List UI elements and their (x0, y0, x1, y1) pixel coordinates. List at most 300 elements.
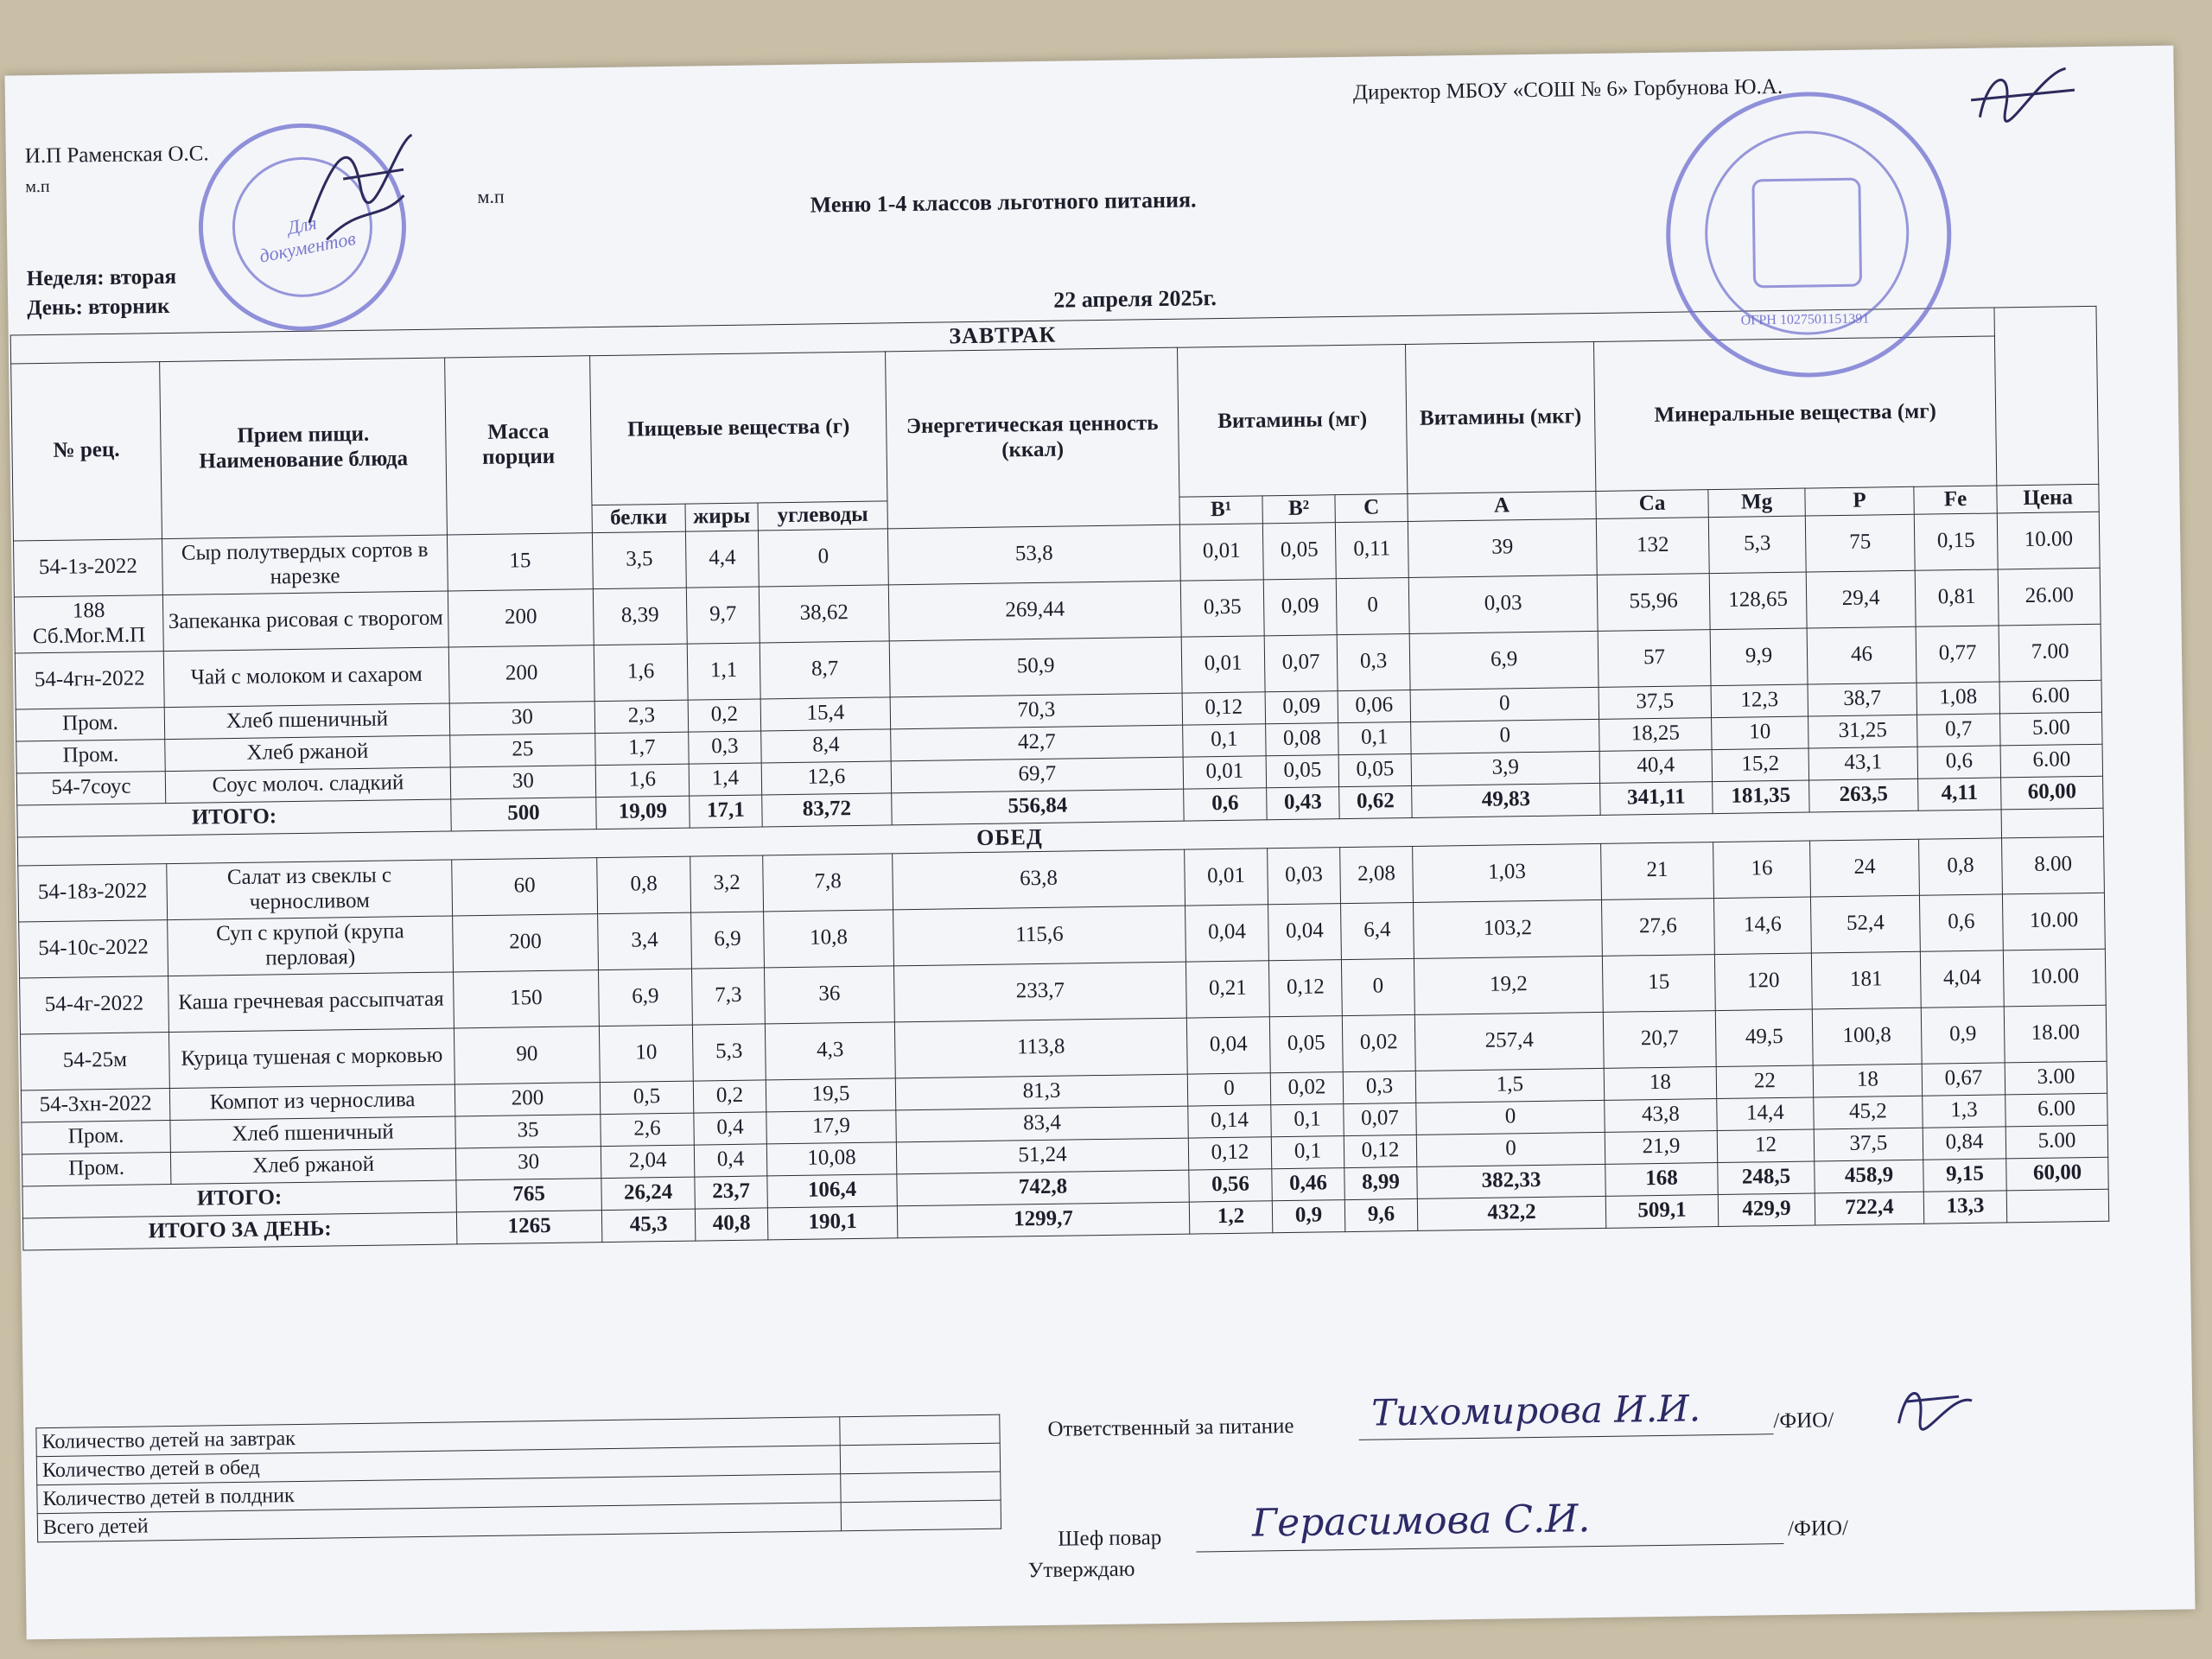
dish-name: Сыр полутвердых сортов в нарезке (162, 535, 448, 595)
cell-b2: 0,03 (1268, 847, 1341, 904)
cell-kcal: 81,3 (895, 1074, 1187, 1110)
responsible-signature-line (1359, 1433, 1774, 1440)
cell-fe: 0,7 (1917, 714, 2001, 747)
section-price-spacer (2001, 808, 2103, 838)
total-label: ИТОГО: (17, 799, 451, 837)
cell-ca: 21 (1601, 842, 1714, 899)
cell-kcal: 269,44 (888, 581, 1181, 641)
cell-kcal: 69,7 (891, 757, 1183, 793)
day-total-fe: 13,3 (1923, 1190, 2007, 1223)
cell-a: 0 (1411, 719, 1599, 753)
total-b: 26,24 (601, 1177, 696, 1211)
cell-a: 103,2 (1413, 899, 1602, 958)
cell-u: 8,4 (761, 729, 892, 763)
left-stamp-text: Для документов (257, 212, 358, 267)
cell-f: 5,3 (692, 1023, 766, 1080)
cell-fe: 0,15 (1914, 513, 1998, 570)
cell-price: 5.00 (2005, 1125, 2108, 1159)
cell-b1: 0,14 (1188, 1104, 1272, 1137)
cell-price: 7.00 (1999, 624, 2101, 682)
count-value-field[interactable] (840, 1443, 1000, 1474)
total-b2: 0,46 (1272, 1167, 1345, 1200)
cell-kcal: 53,8 (887, 524, 1180, 585)
cell-price: 10.00 (2003, 893, 2106, 950)
count-label: Количество детей в полдник (37, 1474, 841, 1514)
cell-price: 8.00 (2002, 836, 2105, 894)
total-p: 263,5 (1809, 779, 1919, 812)
cell-b1: 0,35 (1180, 579, 1264, 636)
cell-price: 26.00 (1998, 568, 2101, 626)
cell-price: 18.00 (2004, 1005, 2107, 1063)
director-line: Директор МБОУ «СОШ № 6» Горбунова Ю.А. (1352, 74, 1783, 105)
cell-f: 0,4 (694, 1111, 767, 1144)
cell-kcal: 233,7 (893, 962, 1186, 1022)
cell-f: 0,3 (689, 731, 762, 764)
count-label: Количество детей на завтрак (36, 1417, 840, 1457)
cell-p: 52,4 (1810, 895, 1920, 953)
cell-fe: 1,08 (1916, 682, 2000, 715)
cell-b1: 0,21 (1185, 960, 1269, 1017)
cell-b1: 0,01 (1179, 523, 1263, 580)
day-total-ca: 509,1 (1605, 1194, 1719, 1228)
cell-b2: 0,05 (1266, 754, 1339, 787)
cell-b: 0,5 (600, 1081, 694, 1115)
col-mass-header: Масса порции (445, 356, 593, 535)
cell-p: 46 (1807, 626, 1916, 684)
responsible-signature: Тихомирова И.И. (1370, 1387, 1701, 1434)
cell-b1: 0,01 (1185, 848, 1268, 905)
cell-mass: 200 (454, 1082, 601, 1116)
left-signature (290, 118, 430, 257)
cell-p: 45,2 (1814, 1096, 1923, 1129)
dish-name: Салат из свеклы с черносливом (167, 860, 453, 920)
col-c-header: C (1335, 493, 1408, 522)
cell-f: 4,4 (685, 531, 759, 588)
cell-ca: 15 (1602, 954, 1715, 1012)
cell-c: 0,3 (1337, 633, 1410, 690)
total-ca: 341,11 (1600, 781, 1713, 815)
cell-price: 10.00 (2003, 949, 2106, 1007)
cell-a: 6,9 (1409, 631, 1599, 690)
cell-mg: 5,3 (1708, 516, 1806, 574)
cell-fe: 0,6 (1919, 893, 2003, 950)
cell-b1: 0,04 (1186, 1016, 1270, 1073)
cell-b2: 0,09 (1263, 578, 1337, 635)
cell-ca: 57 (1598, 629, 1711, 687)
cell-p: 43,1 (1808, 747, 1918, 780)
total-mg: 248,5 (1718, 1161, 1815, 1195)
cell-mg: 12 (1717, 1129, 1815, 1163)
cell-mass: 15 (447, 532, 593, 590)
day-total-p: 722,4 (1815, 1192, 1924, 1225)
chef-signature: Герасимова С.И. (1251, 1497, 1591, 1546)
cell-u: 19,5 (766, 1077, 896, 1111)
mp-left: м.п (25, 176, 50, 197)
cell-u: 10,8 (764, 909, 894, 967)
cell-f: 0,2 (688, 699, 761, 732)
cell-u: 15,4 (760, 697, 891, 731)
dish-name: Хлеб ржаной (170, 1147, 455, 1184)
col-price-header: Цена (1997, 484, 2099, 512)
count-value-field[interactable] (840, 1414, 1000, 1446)
cell-b: 10 (599, 1025, 693, 1083)
total-b2: 0,43 (1267, 786, 1340, 819)
cell-b: 8,39 (593, 588, 687, 645)
total-p: 458,9 (1815, 1160, 1924, 1193)
cell-a: 1,5 (1415, 1068, 1604, 1103)
cell-fe: 0,81 (1915, 569, 1999, 626)
cell-c: 2,08 (1340, 846, 1414, 903)
cell-b1: 0,01 (1183, 755, 1267, 788)
day-total-c: 9,6 (1344, 1198, 1418, 1231)
recipe-code: 54-4гн-2022 (15, 651, 164, 709)
cell-u: 12,6 (761, 761, 892, 795)
cell-b: 1,7 (595, 732, 690, 766)
cell-c: 0,11 (1335, 521, 1408, 578)
date-label: 22 апреля 2025г. (1053, 285, 1217, 313)
cell-u: 7,8 (763, 853, 893, 911)
total-fe: 9,15 (1923, 1158, 2007, 1191)
fio-label-1: /ФИО/ (1773, 1408, 1834, 1433)
cell-mg: 128,65 (1709, 572, 1807, 630)
day-total-mg: 429,9 (1718, 1193, 1815, 1227)
cell-b: 2,3 (594, 700, 689, 734)
cell-mg: 22 (1716, 1065, 1814, 1099)
total-c: 0,62 (1339, 785, 1413, 818)
cell-p: 38,7 (1808, 683, 1917, 716)
cell-a: 0,03 (1408, 575, 1598, 633)
cell-u: 8,7 (760, 641, 890, 699)
cell-price: 5.00 (2000, 712, 2103, 746)
cell-ca: 27,6 (1601, 898, 1714, 956)
cell-price: 3.00 (2005, 1061, 2107, 1095)
cell-f: 1,1 (687, 643, 760, 700)
menu-document (4, 46, 2195, 1640)
day-total-label: ИТОГО ЗА ДЕНЬ: (22, 1211, 456, 1249)
total-a: 49,83 (1412, 783, 1600, 817)
cell-kcal: 113,8 (894, 1018, 1187, 1078)
cell-u: 4,3 (765, 1021, 895, 1079)
dish-name: Чай с молоком и сахаром (163, 647, 449, 708)
cell-kcal: 42,7 (891, 725, 1183, 761)
cell-p: 24 (1810, 839, 1920, 897)
total-c: 8,99 (1344, 1166, 1418, 1199)
cell-c: 0,07 (1344, 1103, 1417, 1135)
dish-name: Запеканка рисовая с творогом (162, 591, 448, 652)
cell-a: 0 (1416, 1132, 1605, 1166)
cell-ca: 21,9 (1605, 1130, 1718, 1164)
cell-b: 6,9 (598, 969, 692, 1027)
recipe-code: Пром. (22, 1120, 170, 1154)
cell-p: 100,8 (1812, 1007, 1922, 1065)
total-price: 60,00 (2006, 1157, 2109, 1191)
cell-f: 0,4 (694, 1143, 767, 1176)
total-kcal: 742,8 (897, 1170, 1189, 1206)
cell-mass: 35 (455, 1114, 601, 1147)
total-fe: 4,11 (1918, 778, 2002, 810)
responsible-label: Ответственный за питание (1047, 1414, 1294, 1441)
total-ca: 168 (1605, 1162, 1719, 1196)
cell-ca: 20,7 (1603, 1010, 1716, 1068)
cell-c: 0,1 (1338, 721, 1412, 754)
dish-name: Суп с крупой (крупа перловая) (168, 916, 454, 976)
cell-ca: 40,4 (1599, 749, 1713, 783)
total-f: 23,7 (695, 1175, 768, 1208)
cell-f: 1,4 (689, 763, 762, 796)
day-total-kcal: 1299,7 (897, 1202, 1189, 1238)
day-total-b2: 0,9 (1272, 1199, 1345, 1232)
cell-mg: 49,5 (1715, 1009, 1813, 1067)
dish-name: Компот из чернослива (169, 1084, 454, 1120)
cell-mass: 30 (450, 765, 596, 798)
cell-mg: 14,4 (1717, 1097, 1815, 1131)
cell-a: 257,4 (1414, 1012, 1604, 1071)
children-count-table (35, 1414, 1001, 1543)
cell-mass: 60 (452, 857, 598, 915)
cell-fe: 0,77 (1916, 626, 1999, 683)
mp-mid: м.п (477, 185, 505, 207)
cell-mass: 200 (453, 913, 599, 971)
total-u: 106,4 (767, 1173, 898, 1207)
recipe-code: Пром. (16, 707, 164, 741)
day-total-price (2006, 1189, 2109, 1223)
cell-f: 0,2 (693, 1079, 766, 1112)
cell-u: 17,9 (766, 1109, 897, 1143)
cell-mg: 9,9 (1710, 628, 1808, 686)
cell-ca: 43,8 (1605, 1098, 1718, 1132)
cell-ca: 55,96 (1597, 573, 1710, 631)
recipe-code: Пром. (22, 1152, 170, 1185)
total-b1: 0,56 (1189, 1168, 1273, 1201)
cell-mg: 12,3 (1711, 684, 1808, 718)
cell-c: 0,12 (1344, 1135, 1417, 1167)
page-title: Меню 1-4 классов льготного питания. (810, 187, 1197, 218)
recipe-code: 54-4г-2022 (20, 976, 169, 1033)
recipe-code: 188 Сб.Мог.М.П (14, 594, 163, 652)
cell-b2: 0,05 (1262, 522, 1336, 579)
col-vitamins-mcg-header: Витамины (мкг) (1405, 341, 1595, 493)
dish-name: Хлеб пшеничный (164, 703, 449, 740)
cell-a: 3,9 (1411, 751, 1599, 785)
cell-fe: 0,9 (1921, 1006, 2005, 1063)
cell-a: 0 (1416, 1100, 1605, 1135)
col-energy-header: Энергетическая ценность (ккал) (886, 347, 1180, 528)
col-b2-header: B² (1262, 495, 1335, 524)
cell-mass: 30 (455, 1146, 601, 1179)
count-value-field[interactable] (841, 1471, 1001, 1503)
cell-b: 3,5 (592, 531, 686, 589)
approve-label: Утверждаю (1027, 1557, 1135, 1583)
cell-b1: 0 (1187, 1072, 1271, 1105)
cell-b: 0,8 (597, 856, 691, 914)
cell-c: 0 (1336, 577, 1409, 634)
breakfast-section-header: ЗАВТРАК (10, 308, 1994, 364)
col-protein-header: белки (592, 504, 685, 532)
recipe-code: 54-10с-2022 (19, 919, 168, 977)
cell-a: 39 (1408, 518, 1597, 577)
cell-mass: 200 (448, 588, 594, 646)
day-total-f: 40,8 (695, 1207, 768, 1240)
cell-mass: 25 (450, 733, 596, 766)
cell-f: 3,2 (690, 855, 764, 912)
responsible-initials (1890, 1375, 1986, 1437)
cell-price: 10.00 (1997, 512, 2100, 569)
cell-fe: 0,84 (1923, 1126, 2006, 1159)
count-label: Количество детей в обед (36, 1446, 840, 1485)
right-stamp-caption: ОГРН 1027501151391 (1740, 311, 1870, 328)
day-total-a: 432,2 (1417, 1196, 1605, 1230)
cell-b1: 0,12 (1182, 691, 1266, 724)
col-minerals-header: Минеральные вещества (мг) (1593, 336, 1997, 491)
cell-mass: 30 (449, 701, 595, 734)
cell-kcal: 83,4 (896, 1106, 1188, 1142)
total-mass: 765 (456, 1178, 602, 1211)
cell-b2: 0,09 (1265, 690, 1338, 723)
cell-f: 7,3 (691, 967, 765, 1024)
col-carbs-header: углеводы (758, 501, 887, 531)
cell-b2: 0,1 (1271, 1103, 1344, 1136)
cell-b2: 0,04 (1268, 903, 1342, 960)
left-approver-name: И.П Раменская О.С. (24, 142, 209, 168)
total-mg: 181,35 (1713, 780, 1810, 814)
cell-mg: 10 (1712, 716, 1809, 750)
cell-b2: 0,02 (1270, 1071, 1344, 1104)
chef-label: Шеф повар (1058, 1526, 1162, 1551)
breakfast-rows (13, 512, 2103, 837)
cell-ca: 18 (1604, 1066, 1717, 1100)
dish-name: Курица тушеная с морковью (168, 1027, 454, 1088)
cell-fe: 0,67 (1922, 1062, 2005, 1095)
cell-kcal: 51,24 (896, 1138, 1188, 1174)
cell-p: 18 (1813, 1064, 1923, 1097)
col-fe-header: Fe (1914, 486, 1998, 514)
cell-b: 2,04 (601, 1145, 695, 1179)
total-label: ИТОГО: (22, 1179, 456, 1217)
cell-c: 0,3 (1343, 1071, 1416, 1103)
dish-name: Хлеб ржаной (165, 735, 450, 772)
day-total-b: 45,3 (601, 1209, 696, 1243)
cell-mass: 90 (454, 1026, 600, 1084)
recipe-code: 54-3хн-2022 (21, 1088, 169, 1122)
cell-b2: 0,08 (1266, 722, 1339, 755)
cell-u: 38,62 (759, 585, 889, 643)
total-price: 60,00 (2001, 776, 2104, 810)
cell-ca: 132 (1596, 517, 1709, 575)
dish-name: Хлеб пшеничный (170, 1116, 455, 1152)
price-header-spacer (1994, 306, 2099, 486)
col-nutrients-header: Пищевые вещества (г) (590, 352, 887, 505)
recipe-code: 54-25м (20, 1032, 169, 1090)
cell-c: 0,05 (1338, 753, 1412, 786)
col-a-header: A (1408, 491, 1596, 521)
total-u: 83,72 (762, 793, 893, 827)
cell-fe: 1,3 (1923, 1094, 2006, 1127)
cell-kcal: 63,8 (893, 849, 1185, 910)
col-mg-header: Mg (1708, 488, 1805, 517)
cell-b: 3,4 (598, 912, 692, 970)
cell-kcal: 50,9 (889, 637, 1182, 697)
cell-b2: 0,05 (1269, 1015, 1343, 1072)
col-fat-header: жиры (685, 503, 758, 531)
total-mass: 500 (451, 797, 597, 830)
cell-price: 6.00 (2000, 744, 2103, 778)
col-vitamins-mg-header: Витамины (мг) (1178, 344, 1408, 497)
cell-b1: 0,01 (1181, 635, 1265, 692)
cell-b1: 0,1 (1183, 723, 1267, 756)
fio-label-2: /ФИО/ (1787, 1516, 1849, 1541)
cell-u: 36 (764, 965, 894, 1023)
cell-u: 10,08 (766, 1141, 897, 1175)
cell-p: 37,5 (1814, 1128, 1923, 1161)
cell-u: 0 (758, 529, 888, 587)
menu-table (10, 306, 2110, 1250)
cell-c: 6,4 (1341, 902, 1414, 959)
cell-p: 31,25 (1808, 715, 1918, 748)
col-ca-header: Ca (1596, 490, 1708, 519)
lunch-rows (17, 808, 2108, 1218)
cell-mass: 150 (454, 969, 600, 1027)
cell-p: 29,4 (1806, 570, 1916, 628)
recipe-code: 54-1з-2022 (13, 538, 162, 596)
recipe-code: 54-18з-2022 (18, 863, 168, 921)
cell-a: 1,03 (1413, 843, 1602, 902)
total-a: 382,33 (1417, 1164, 1605, 1198)
cell-c: 0,06 (1338, 690, 1411, 722)
count-value-field[interactable] (841, 1500, 1001, 1531)
week-label: Неделя: вторая (26, 264, 177, 291)
cell-b2: 0,07 (1264, 634, 1338, 691)
total-f: 17,1 (690, 795, 763, 828)
cell-mg: 120 (1714, 953, 1812, 1011)
count-label: Всего детей (37, 1503, 841, 1542)
lunch-section-header: ОБЕД (17, 810, 2001, 866)
day-total-u: 190,1 (767, 1205, 898, 1239)
cell-a: 0 (1410, 687, 1599, 721)
cell-c: 0,02 (1342, 1014, 1415, 1071)
cell-mg: 15,2 (1712, 748, 1809, 782)
cell-b1: 0,12 (1188, 1136, 1272, 1169)
col-p-header: P (1805, 486, 1914, 516)
dish-name: Соус молоч. сладкий (165, 767, 450, 804)
total-b1: 0,6 (1184, 787, 1268, 820)
director-signature (1961, 55, 2083, 135)
cell-b: 2,6 (601, 1113, 695, 1147)
cell-a: 19,2 (1414, 956, 1603, 1014)
col-b1-header: B¹ (1179, 496, 1262, 524)
cell-b: 1,6 (595, 764, 690, 798)
cell-mass: 200 (448, 645, 594, 702)
cell-f: 9,7 (686, 587, 760, 644)
recipe-code: 54-7соус (16, 771, 165, 804)
cell-b2: 0,12 (1268, 959, 1342, 1016)
day-total-mass: 1265 (456, 1210, 602, 1243)
total-kcal: 556,84 (892, 789, 1184, 825)
recipe-code: Пром. (16, 739, 165, 772)
cell-fe: 0,6 (1917, 746, 2001, 779)
cell-c: 0 (1341, 958, 1414, 1015)
cell-mg: 14,6 (1713, 897, 1811, 955)
cell-price: 6.00 (2005, 1093, 2108, 1127)
total-b: 19,09 (596, 796, 690, 830)
dish-name: Каша гречневая рассыпчатая (168, 971, 454, 1032)
cell-p: 75 (1805, 514, 1915, 572)
cell-kcal: 70,3 (890, 693, 1182, 729)
cell-b1: 0,04 (1185, 904, 1269, 961)
day-total-b1: 1,2 (1189, 1200, 1273, 1233)
day-label: День: вторник (27, 294, 170, 321)
cell-kcal: 115,6 (893, 906, 1186, 966)
col-rec-header: № рец. (11, 362, 162, 541)
